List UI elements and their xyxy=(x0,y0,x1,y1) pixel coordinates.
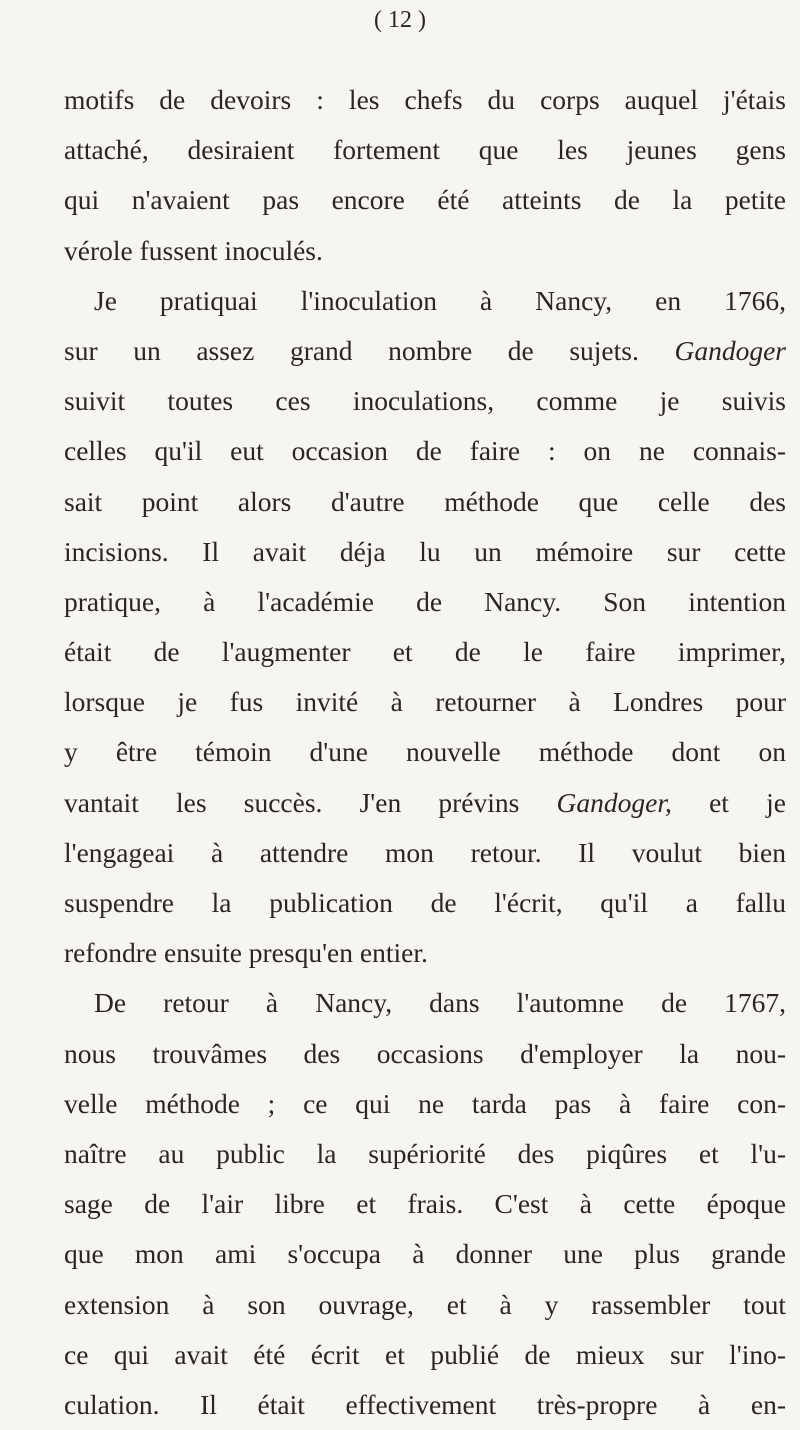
page-number: ( 12 ) xyxy=(374,7,426,33)
text-line: sait point alors d'autre méthode que celle des xyxy=(64,485,786,517)
text-line: culation. Il était effectivement très-propre à en- xyxy=(64,1388,786,1420)
text-line: attaché, desiraient fortement que les jeunes gens xyxy=(64,134,786,166)
text-line: que mon ami s'occupa à donner une plus grande xyxy=(64,1238,786,1270)
text-line: suivit toutes ces inoculations, comme je suivis xyxy=(64,385,786,417)
text-line: Je pratiquai l'inoculation à Nancy, en 1766, xyxy=(94,284,786,316)
text-line: suspendre la publication de l'écrit, qu'il a fallu xyxy=(64,887,786,918)
text-line: vérole fussent inoculés. xyxy=(64,234,323,266)
text-line: pratique, à l'académie de Nancy. Son intention xyxy=(64,585,786,617)
text-line: lorsque je fus invité à retourner à Londres pour xyxy=(64,686,786,718)
italic-name: Gandoger xyxy=(674,334,786,366)
text-line: velle méthode ; ce qui ne tarda pas à faire con- xyxy=(64,1087,786,1119)
text-line xyxy=(64,326,786,376)
text-line: sage de l'air libre et frais. C'est à cette époque xyxy=(64,1188,786,1220)
text-span: vantait les succès. J'en prévins xyxy=(64,786,557,818)
text-line: motifs de devoirs : les chefs du corps auquel j'étais xyxy=(64,84,786,115)
text-line: était de l'augmenter et de le faire imprimer, xyxy=(64,636,786,668)
text-line: naître au public la supériorité des piqûres et l'u- xyxy=(64,1137,786,1169)
text-line: incisions. Il avait déja lu un mémoire sur cette xyxy=(64,535,786,567)
text-span: sur un assez grand nombre de sujets. xyxy=(64,334,675,366)
body-text xyxy=(64,75,786,1430)
text-line: extension à son ouvrage, et à y rassembler tout xyxy=(64,1288,786,1320)
text-line: refondre ensuite presqu'en entier. xyxy=(64,937,428,969)
text-line xyxy=(64,778,786,828)
italic-name: Gandoger, xyxy=(556,786,672,818)
text-line: nous trouvâmes des occasions d'employer la nou- xyxy=(64,1037,786,1069)
text-span: et je xyxy=(671,786,786,818)
text-line: qui n'avaient pas encore été atteints de la petite xyxy=(64,184,786,216)
text-line: De retour à Nancy, dans l'automne de 1767, xyxy=(94,987,786,1019)
text-line: ce qui avait été écrit et publié de mieux sur l'ino- xyxy=(64,1338,786,1370)
text-line: y être témoin d'une nouvelle méthode dont on xyxy=(64,736,786,768)
text-line: celles qu'il eut occasion de faire : on ne connais- xyxy=(64,435,786,467)
text-line: l'engageai à attendre mon retour. Il voulut bien xyxy=(64,836,786,868)
